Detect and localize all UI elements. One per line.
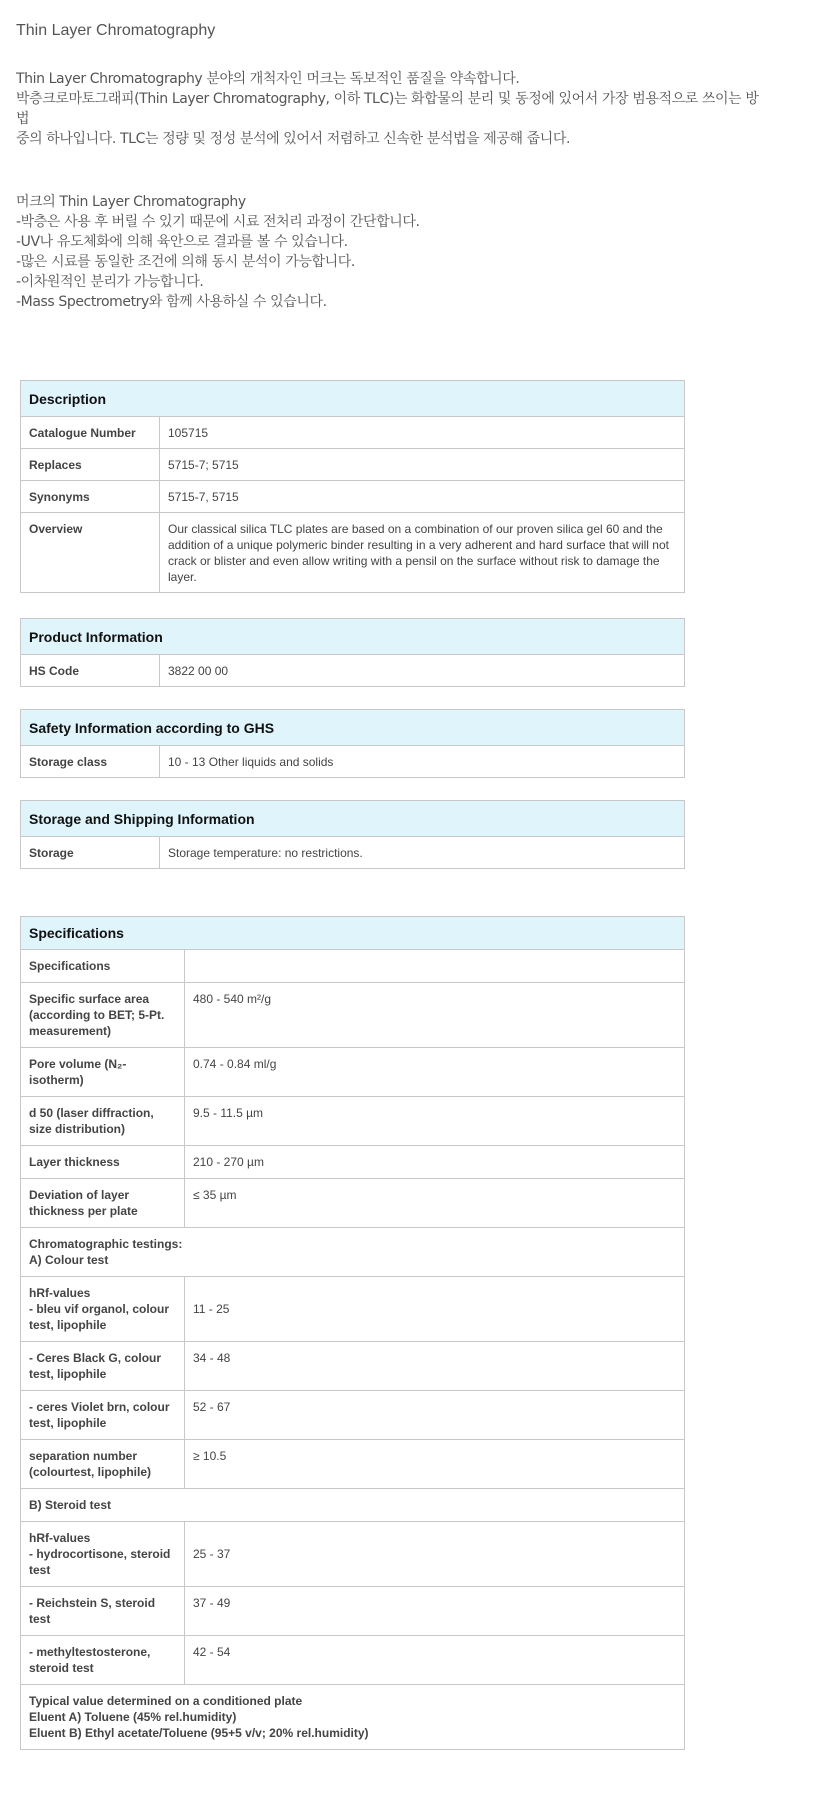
section-heading-line: Chromatographic testings: [29, 1237, 183, 1251]
section-heading: B) Steroid test [21, 1489, 685, 1522]
section-heading [21, 1228, 685, 1277]
row-value: 480 - 540 m²/g [185, 983, 685, 1048]
row-label: Storage class [21, 746, 160, 778]
table-heading: Storage and Shipping Information [21, 801, 685, 837]
section-heading-line: A) Colour test [29, 1253, 109, 1267]
table-row [21, 950, 685, 983]
row-value: 11 - 25 [185, 1277, 685, 1342]
intro-line: 중의 하나입니다. TLC는 정량 및 정성 분석에 있어서 저렴하고 신속한 분석법을 제공해 줍니다. [16, 131, 571, 147]
row-value: 10 - 13 Other liquids and solids [160, 746, 685, 778]
footnote-line: Eluent B) Ethyl acetate/Toluene (95+5 v/v; 20% rel.humidity) [29, 1726, 369, 1740]
table-row [21, 1685, 685, 1750]
row-label: Layer thickness [21, 1146, 185, 1179]
table-row [21, 481, 685, 513]
table-heading: Product Information [21, 619, 685, 655]
row-value: ≥ 10.5 [185, 1440, 685, 1489]
feature-item: -이차원적인 분리가 가능합니다. [16, 274, 204, 290]
table-row [21, 655, 685, 687]
table-row [21, 417, 685, 449]
table-row [21, 837, 685, 869]
row-value: 105715 [160, 417, 685, 449]
row-label: HS Code [21, 655, 160, 687]
row-label: Overview [21, 513, 160, 593]
row-label: Catalogue Number [21, 417, 160, 449]
row-label-line: hRf-values [29, 1286, 91, 1300]
safety-information-table [20, 709, 685, 778]
row-label: Specifications [21, 950, 185, 983]
row-label: Replaces [21, 449, 160, 481]
features-heading: 머크의 Thin Layer Chromatography [16, 194, 246, 210]
table-heading: Specifications [21, 917, 685, 950]
table-heading: Safety Information according to GHS [21, 710, 685, 746]
table-row [21, 1228, 685, 1277]
table-footnote [21, 1685, 685, 1750]
feature-item: -Mass Spectrometry와 함께 사용하실 수 있습니다. [16, 294, 327, 310]
row-label: Storage [21, 837, 160, 869]
intro-line: 박층크로마토그래피(Thin Layer Chromatography, 이하 TLC)는 화합물의 분리 및 동정에 있어서 가장 범용적으로 쓰이는 방 [16, 91, 759, 107]
description-table [20, 380, 685, 593]
table-row [21, 1146, 685, 1179]
row-value: Our classical silica TLC plates are based on a combination of our proven silica gel 60 and the addition of a unique polymeric binder resulting in a very adherent and hard surface that will not crack or blister and even allow writing with a pensil on the surface without risk to damage the layer. [160, 513, 685, 593]
table-row [21, 1048, 685, 1097]
table-row [21, 513, 685, 593]
row-label-line: hRf-values [29, 1531, 91, 1545]
table-row [21, 983, 685, 1048]
row-label: Deviation of layer thickness per plate [21, 1179, 185, 1228]
table-row [21, 1587, 685, 1636]
row-value: 34 - 48 [185, 1342, 685, 1391]
row-label: d 50 (laser diffraction, size distribution) [21, 1097, 185, 1146]
row-value: 42 - 54 [185, 1636, 685, 1685]
row-value: 5715-7; 5715 [160, 449, 685, 481]
row-value: Storage temperature: no restrictions. [160, 837, 685, 869]
table-row [21, 1097, 685, 1146]
feature-item: -박층은 사용 후 버릴 수 있기 때문에 시료 전처리 과정이 간단합니다. [16, 214, 420, 230]
feature-item: -많은 시료를 동일한 조건에 의해 동시 분석이 가능합니다. [16, 254, 355, 270]
row-label [21, 1277, 185, 1342]
row-label: Specific surface area (according to BET; 5-Pt. measurement) [21, 983, 185, 1048]
row-value: 52 - 67 [185, 1391, 685, 1440]
feature-item: -UV나 유도체화에 의해 육안으로 결과를 볼 수 있습니다. [16, 234, 348, 250]
table-row [21, 1489, 685, 1522]
row-value: 25 - 37 [185, 1522, 685, 1587]
row-label: Synonyms [21, 481, 160, 513]
row-value: 37 - 49 [185, 1587, 685, 1636]
table-row [21, 746, 685, 778]
row-label-line: - bleu vif organol, colour test, lipophile [29, 1302, 170, 1332]
row-label: - ceres Violet brn, colour test, lipophile [21, 1391, 185, 1440]
row-label-line: - hydrocortisone, steroid test [29, 1547, 171, 1577]
intro-line: 법 [16, 111, 30, 127]
footnote-line: Eluent A) Toluene (45% rel.humidity) [29, 1710, 237, 1724]
table-row [21, 1391, 685, 1440]
footnote-line: Typical value determined on a conditioned plate [29, 1694, 303, 1708]
row-value: 0.74 - 0.84 ml/g [185, 1048, 685, 1097]
row-value: 3822 00 00 [160, 655, 685, 687]
features-list [16, 192, 796, 312]
product-information-table [20, 618, 685, 687]
intro-line: Thin Layer Chromatography 분야의 개척자인 머크는 독보적인 품질을 약속합니다. [16, 71, 520, 87]
table-row [21, 1636, 685, 1685]
table-heading: Description [21, 381, 685, 417]
specifications-table [20, 916, 685, 1750]
row-label: - Ceres Black G, colour test, lipophile [21, 1342, 185, 1391]
page-title: Thin Layer Chromatography [16, 22, 216, 39]
row-value: 5715-7, 5715 [160, 481, 685, 513]
row-value: 210 - 270 µm [185, 1146, 685, 1179]
row-value [185, 950, 685, 983]
intro-paragraph [16, 69, 796, 149]
storage-shipping-table [20, 800, 685, 869]
table-row [21, 449, 685, 481]
row-label: - methyltestosterone, steroid test [21, 1636, 185, 1685]
row-value: 9.5 - 11.5 µm [185, 1097, 685, 1146]
table-row [21, 1179, 685, 1228]
table-row [21, 1522, 685, 1587]
row-label [21, 1522, 185, 1587]
row-value: ≤ 35 µm [185, 1179, 685, 1228]
table-row [21, 1440, 685, 1489]
row-label: separation number (colourtest, lipophile) [21, 1440, 185, 1489]
table-row [21, 1342, 685, 1391]
row-label: Pore volume (N₂-isotherm) [21, 1048, 185, 1097]
table-row [21, 1277, 685, 1342]
row-label: - Reichstein S, steroid test [21, 1587, 185, 1636]
